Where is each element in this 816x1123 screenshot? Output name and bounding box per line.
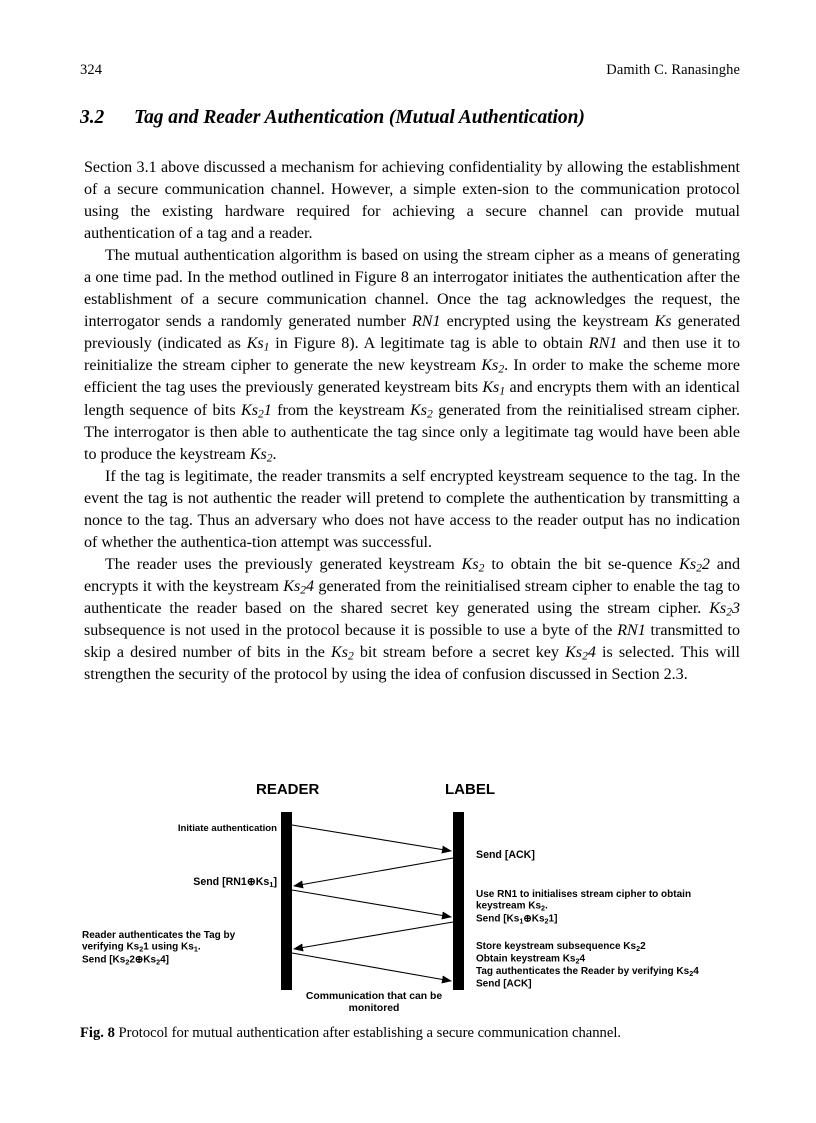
actor-label-label: LABEL — [445, 781, 495, 798]
paragraph-4: The reader uses the previously generated keystream $Ks_2$ to obtain the bit se-quence $Ks_22$ and encrypts it with the keystream $Ks_24$ generated from the reinitialised stream cipher to enable the tag to authenticate the reader based on the shared secret key generated using the stream cipher. $Ks_23$ subsequence is not used in the protocol because it is possible to use a byte of the RN1 transmitted to skip a desired number of bits in the $Ks_2$ bit stream before a secret key $Ks_24$ is selected. This will strengthen the security of the protocol by using the idea of confusion discussed in Section 2.3. — [84, 555, 740, 684]
left-label-send-rn1: Send $[RN1\oplus Ks_1]$ — [193, 876, 277, 890]
page-number: 324 — [80, 62, 103, 78]
running-head-author: Damith C. Ranasinghe — [606, 62, 740, 78]
lifeline-reader — [281, 812, 292, 990]
actor-label-reader: READER — [256, 781, 320, 798]
left-label-reader-authenticates: Reader authenticates the Tag by verifying $Ks_21$ using $Ks_1$. Send $[Ks_22\oplus Ks_24]$ — [82, 930, 236, 967]
arrow-5-reader-to-label — [292, 953, 451, 981]
diagram-footnote-line-2: monitored — [348, 1003, 400, 1014]
section-number: 3.2 — [80, 107, 105, 128]
arrow-4-label-to-reader — [294, 922, 453, 949]
paragraph-1: Section 3.1 above discussed a mechanism for achieving confidentiality by allowing the establishment of a secure communication channel. However, a simple exten-sion to the communication protocol using the existing hardware required for achieving a secure channel can provide mutual authentication of a tag and a reader. — [84, 159, 740, 243]
right-label-store-obtain-authenticate: Store keystream subsequence $Ks_22$ Obtain keystream $Ks_24$ Tag authenticates the Reader by verifying $Ks_24$ Send [ACK] — [476, 941, 699, 990]
arrow-2-label-to-reader — [294, 858, 453, 886]
protocol-diagram — [0, 770, 816, 1020]
paragraph-3: If the tag is legitimate, the reader transmits a self encrypted keystream sequence to the tag. In the event the tag is not authentic the reader will pretend to complete the authentication by transmitting a nonce to the tag. Thus an adversary who does not have access to the reader output has no indication of whether the authentica-tion attempt was successful. — [84, 467, 740, 551]
section-heading — [80, 107, 750, 129]
message-arrows — [292, 825, 453, 981]
body-text — [84, 157, 740, 686]
left-label-initiate-authentication: Initiate authentication — [177, 823, 277, 834]
right-label-send-ack-1: Send [ACK] — [476, 849, 535, 861]
lifeline-label — [453, 812, 464, 990]
paragraph-2: The mutual authentication algorithm is based on using the stream cipher as a means of generating a one time pad. In the method outlined in Figure 8 an interrogator initiates the authentication after the establishment of a secure communication channel. Once the tag acknowledges the request, the interrogator sends a randomly generated number RN1 encrypted using the keystream Ks generated previously (indicated as $Ks_1$ in Figure 8). A legitimate tag is able to obtain RN1 and then use it to reinitialize the stream cipher to generate the new keystream $Ks_2$. In order to make the scheme more efficient the tag uses the previously generated keystream bits $Ks_1$ and encrypts them with an identical length sequence of bits $Ks_21$ from the keystream $Ks_2$ generated from the reinitialised stream cipher. The interrogator is then able to authenticate the tag since only a legitimate tag would have been able to produce the keystream $Ks_2$. — [84, 247, 740, 465]
running-head — [80, 62, 740, 79]
figure-caption — [80, 1024, 745, 1043]
section-title: Tag and Reader Authentication (Mutual Authentication) — [134, 107, 585, 128]
figure-caption-text: Protocol for mutual authentication after establishing a secure communication channel. — [118, 1025, 622, 1041]
right-label-use-rn1: Use RN1 to initialises stream cipher to obtain keystream $Ks_2$. Send $[Ks_1\oplus Ks_21]$ — [476, 889, 692, 926]
diagram-footnote-line-1: Communication that can be — [305, 991, 443, 1002]
figure-caption-label: Fig. 8 — [80, 1025, 115, 1041]
arrow-1-reader-to-label — [292, 825, 451, 851]
arrow-3-reader-to-label — [292, 890, 451, 917]
